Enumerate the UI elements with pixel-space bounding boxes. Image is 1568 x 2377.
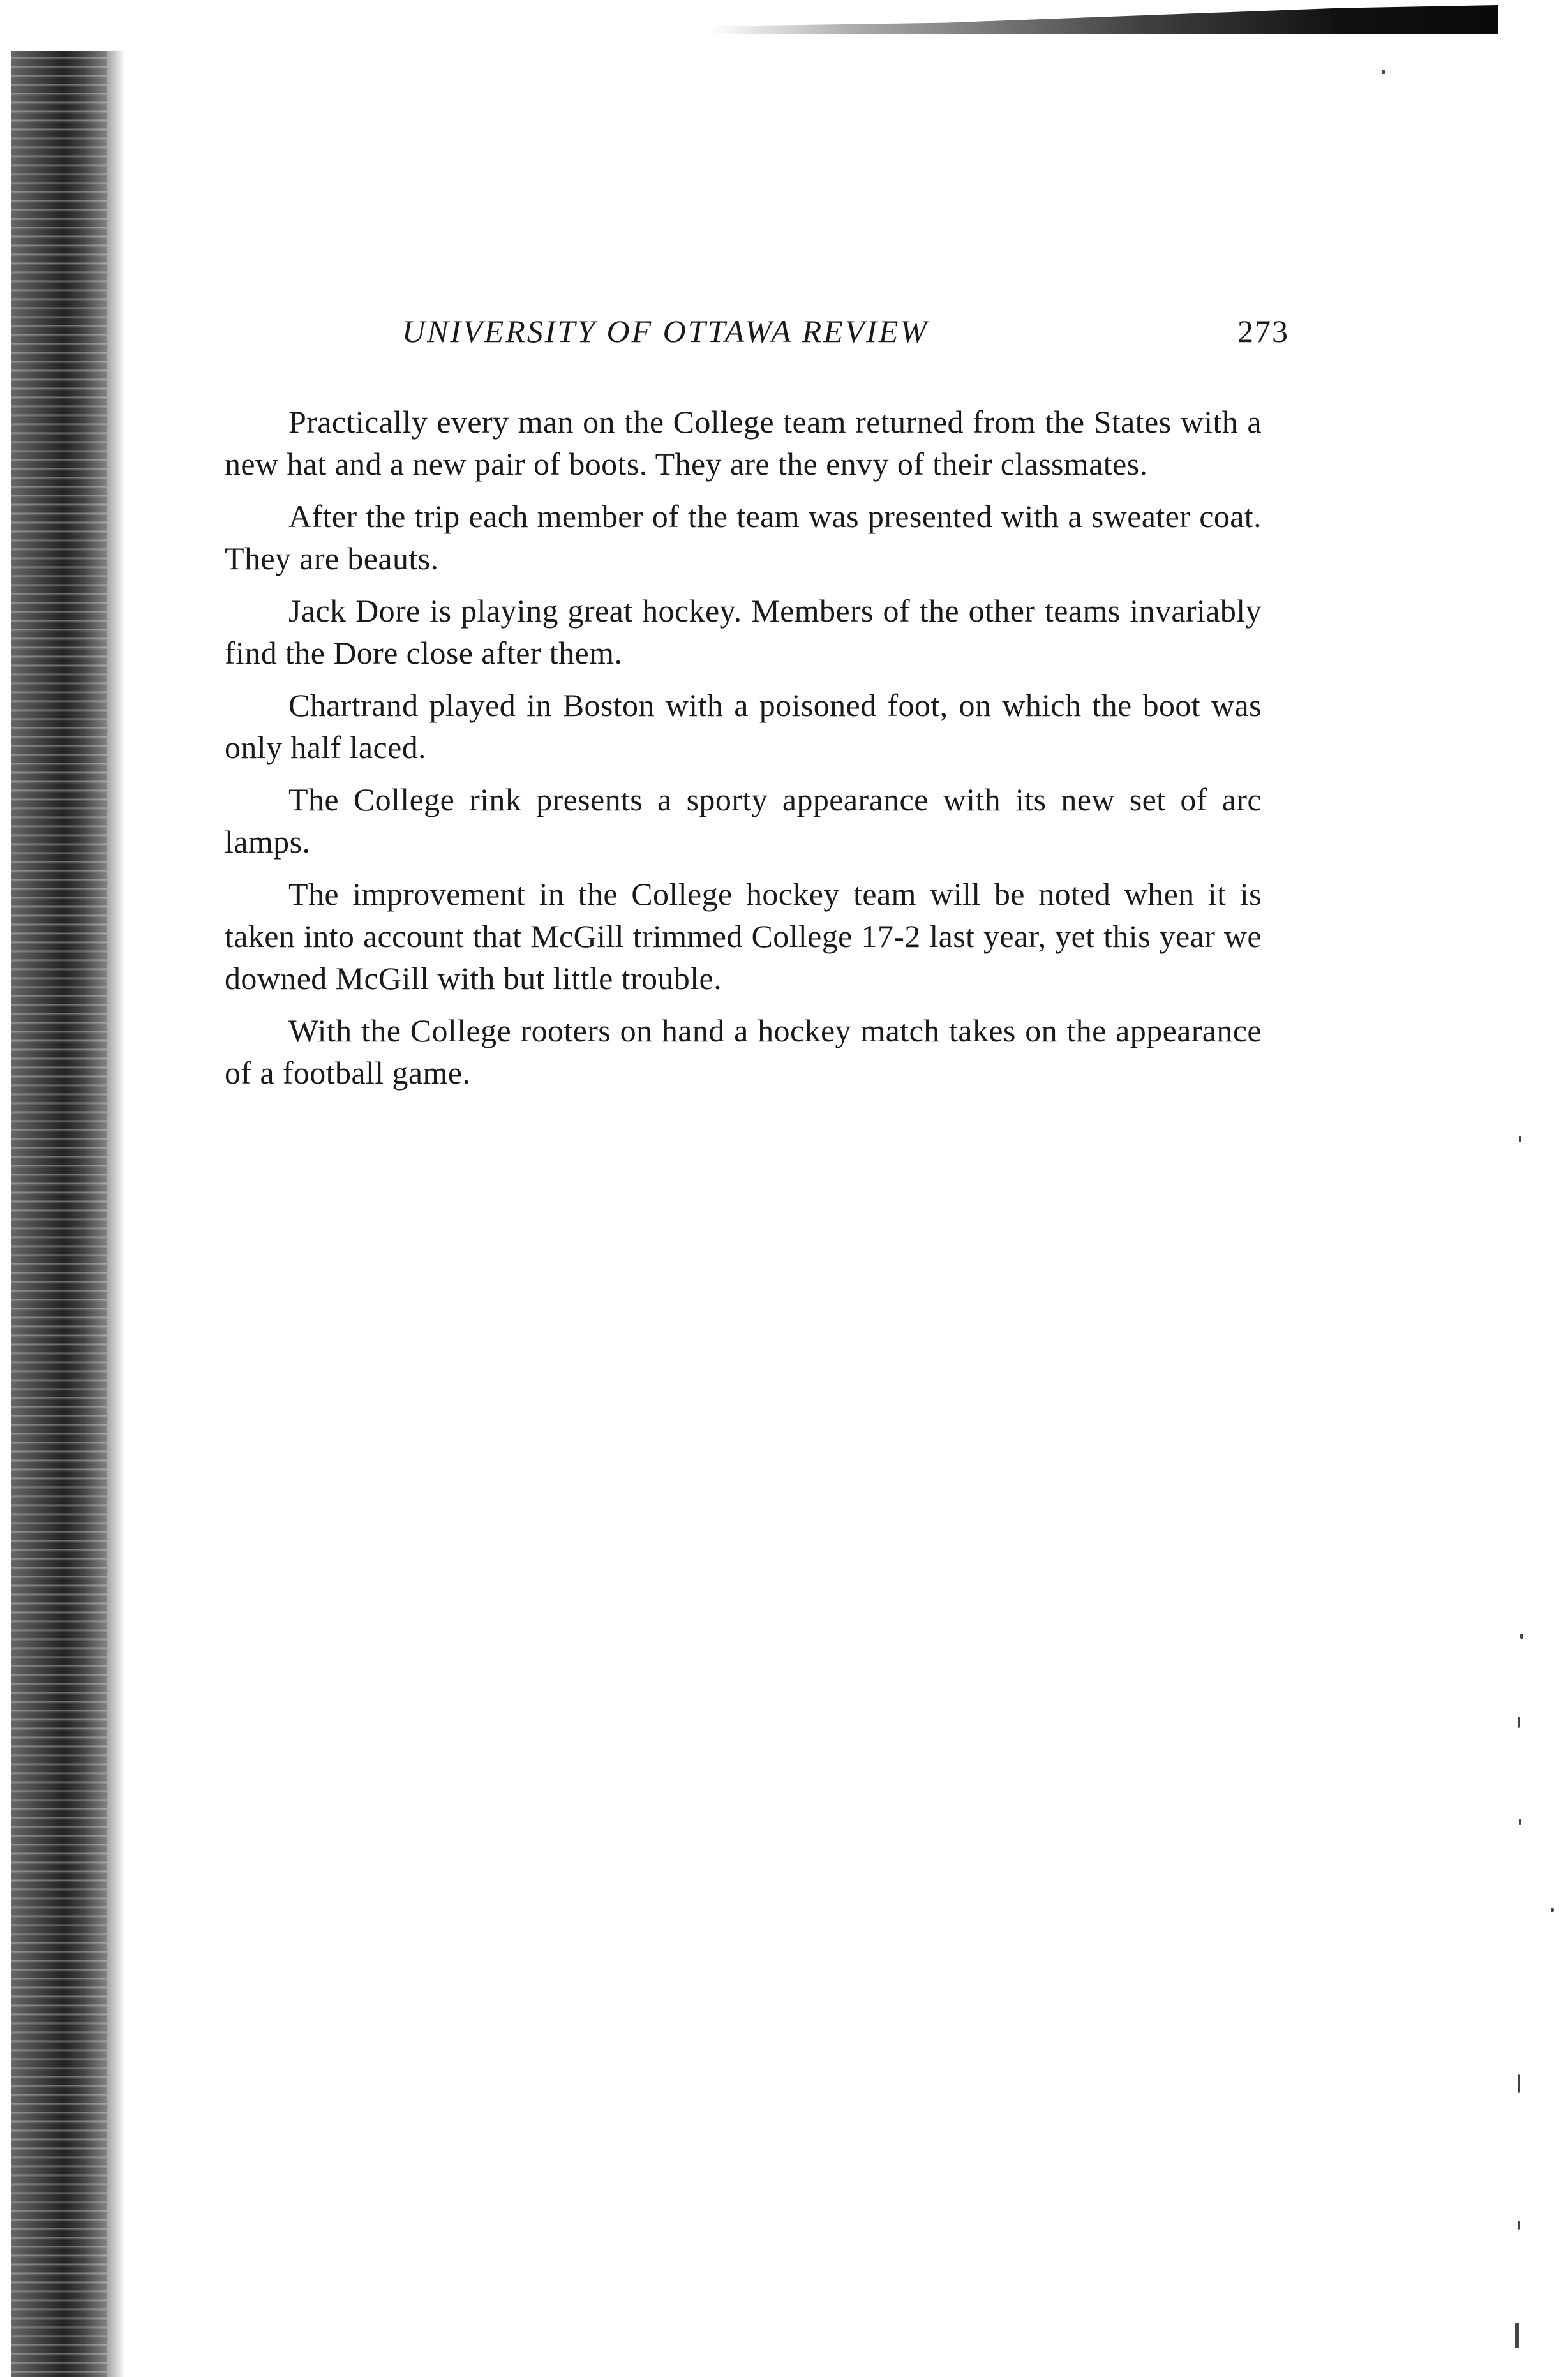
scan-speck	[1518, 2074, 1520, 2093]
page-number: 273	[1237, 313, 1289, 349]
paragraph: The College rink presents a sporty appearance with its new set of arc lamps.	[225, 782, 1262, 860]
scan-speck	[1519, 1819, 1521, 1825]
scan-speck	[1518, 2221, 1520, 2230]
scan-speck	[1519, 1136, 1521, 1142]
paragraph: Chartrand played in Boston with a poisoned foot, on which the boot was only half laced.	[225, 687, 1262, 765]
scan-speck	[1382, 70, 1385, 74]
scan-speck	[1551, 1908, 1554, 1912]
article-body	[225, 401, 1262, 1104]
scan-speck	[1518, 1717, 1520, 1728]
paragraph: With the College rooters on hand a hockey match takes on the appearance of a football game.	[225, 1013, 1262, 1091]
paragraph: The improvement in the College hockey team will be noted when it is taken into account that McGill trimmed College 17-2 last year, yet this year we downed McGill with but little trouble.	[225, 876, 1262, 996]
paragraph: Practically every man on the College team returned from the States with a new hat and a new pair of boots. They are the envy of their classmates.	[225, 404, 1262, 482]
scan-speck	[1520, 1634, 1523, 1639]
paragraph: Jack Dore is playing great hockey. Members of the other teams invariably find the Dore close after them.	[225, 593, 1262, 671]
scan-binding-fade	[107, 51, 125, 2377]
paragraph: After the trip each member of the team was presented with a sweater coat. They are beauts.	[225, 498, 1262, 576]
scan-speck	[1515, 2323, 1519, 2348]
page-header	[377, 300, 1289, 357]
scan-edge-smudge	[708, 5, 1498, 34]
running-title: UNIVERSITY OF OTTAWA REVIEW	[402, 313, 929, 349]
scan-binding-shadow	[11, 51, 107, 2377]
